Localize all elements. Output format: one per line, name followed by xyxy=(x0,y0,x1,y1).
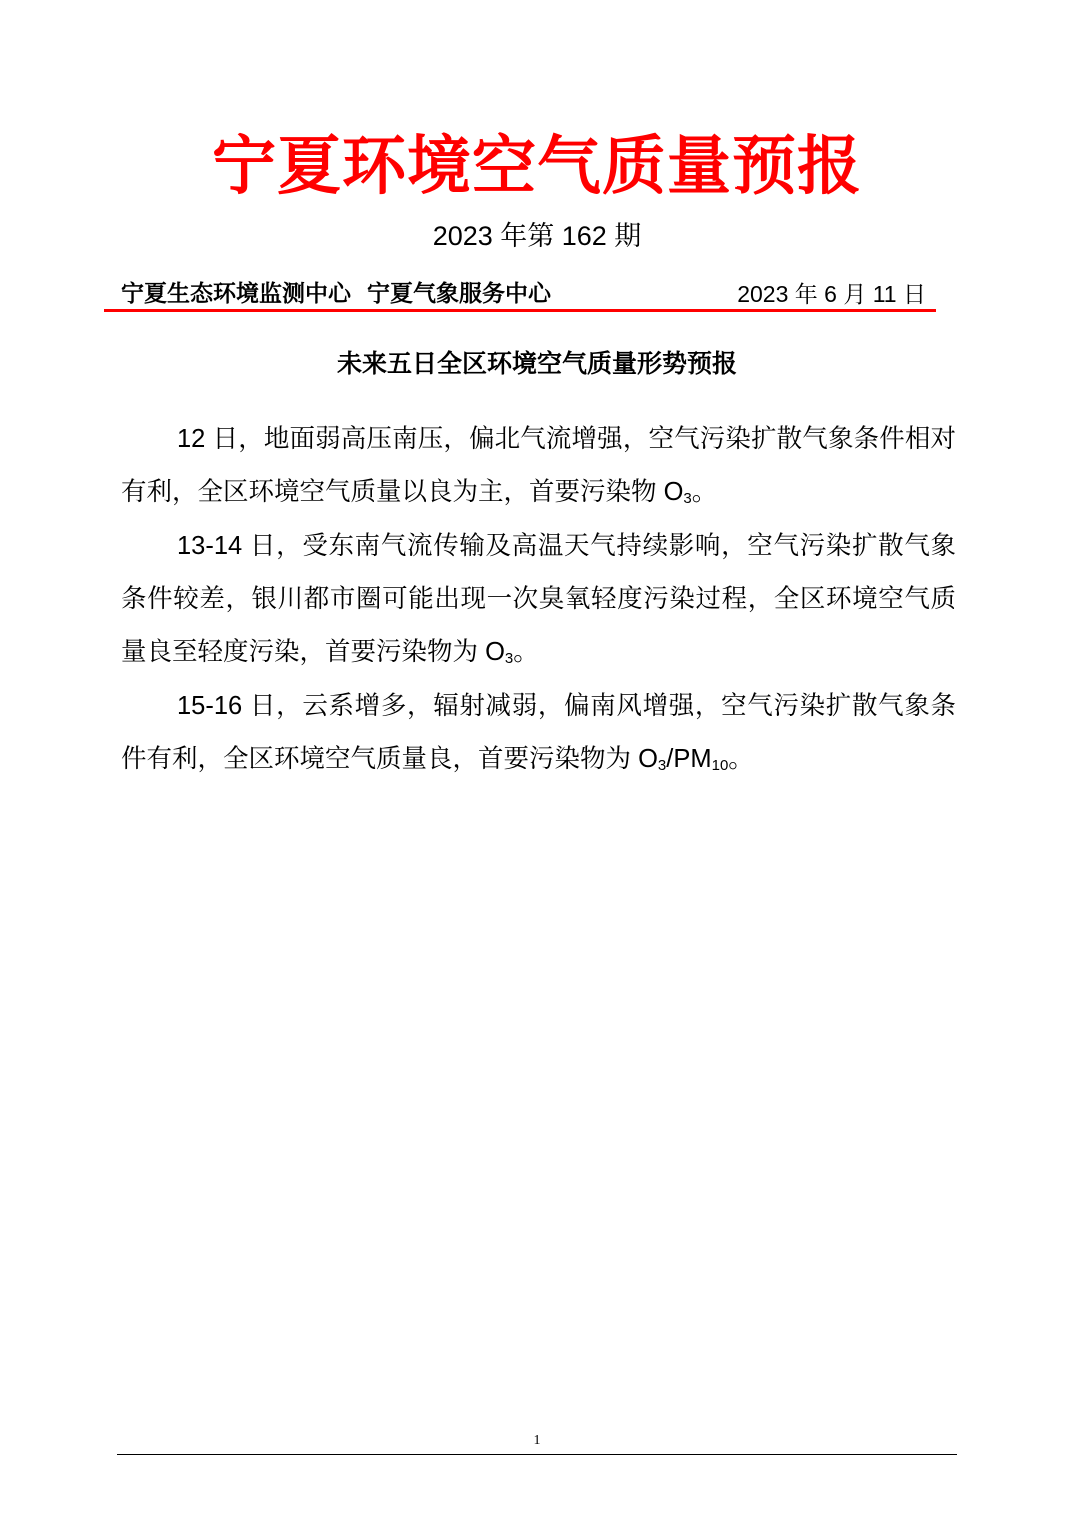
issue-number: 2023 年第 162 期 xyxy=(432,221,642,251)
forecast-paragraph-13-14: 13-14 日，受东南气流传输及高温天气持续影响，空气污染扩散气象条件较差，银川都市圈可能出现一次臭氧轻度污染过程，全区环境空气质量良至轻度污染，首要污染物为 $O_3$。 xyxy=(121,532,956,667)
publishing-organizations: 宁夏生态环境监测中心 宁夏气象服务中心 xyxy=(121,281,552,307)
page-number: 1 xyxy=(533,1433,541,1448)
forecast-paragraph-15-16: 15-16 日，云系增多，辐射减弱，偏南风增强，空气污染扩散气象条件有利，全区环境空气质量良，首要污染物为 $O_3/PM_{10}$。 xyxy=(121,692,956,774)
footer-rule xyxy=(117,1454,957,1455)
header-red-rule xyxy=(104,309,936,312)
masthead-title: 宁夏环境空气质量预报 xyxy=(212,129,862,204)
section-title: 未来五日全区环境空气质量形势预报 xyxy=(336,349,737,378)
publication-date: 2023 年 6 月 11 日 xyxy=(737,281,926,307)
forecast-paragraph-12: 12 日，地面弱高压南压，偏北气流增强，空气污染扩散气象条件相对有利，全区环境空气质量以良为主，首要污染物 $O_3$。 xyxy=(121,425,956,507)
